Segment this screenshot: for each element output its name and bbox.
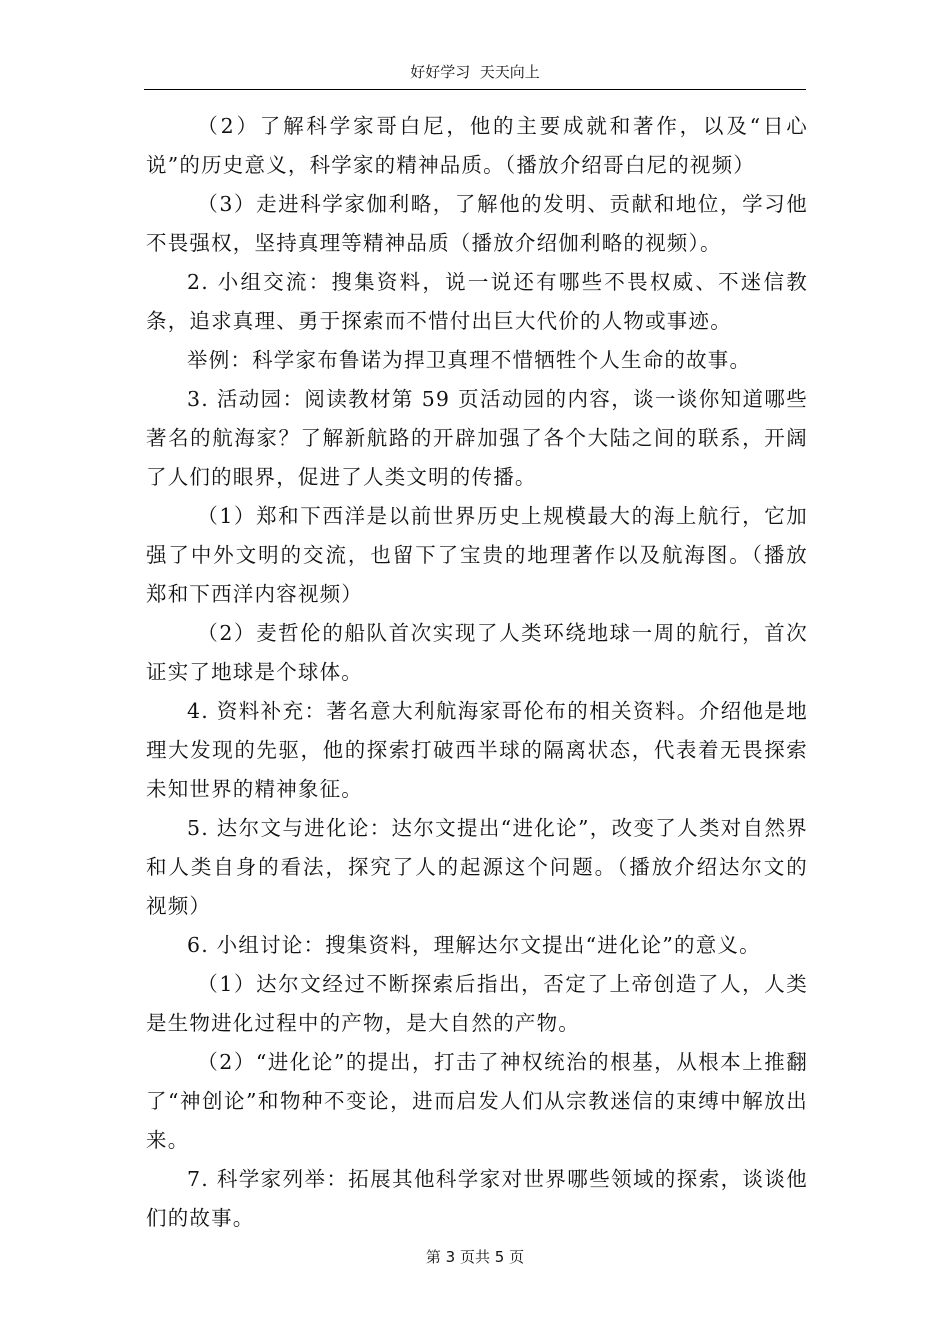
paragraph-bruno-example: 举例：科学家布鲁诺为捍卫真理不惜牺牲个人生命的故事。 <box>187 348 752 372</box>
paragraph-magellan: （2）麦哲伦的船队首次实现了人类环绕地球一周的航行，首次证实了地球是个球体。 <box>146 621 808 684</box>
paragraph-darwin-point-2: （2）“进化论”的提出，打击了神权统治的根基，从根本上推翻了“神创论”和物种不变论，进而启发人们从宗教迷信的束缚中解放出来。 <box>146 1050 808 1152</box>
paragraph-scientists-list: 7. 科学家列举：拓展其他科学家对世界哪些领域的探索，谈谈他们的故事。 <box>146 1167 808 1230</box>
paragraph-zheng-he: （1）郑和下西洋是以前世界历史上规模最大的海上航行，它加强了中外文明的交流，也留下了宝贵的地理著作以及航海图。（播放郑和下西洋内容视频） <box>146 504 808 606</box>
header-divider <box>144 89 806 90</box>
paragraph-darwin-point-1: （1）达尔文经过不断探索后指出，否定了上帝创造了人，人类是生物进化过程中的产物，是大自然的产物。 <box>146 972 808 1035</box>
paragraph-columbus: 4. 资料补充：著名意大利航海家哥伦布的相关资料。介绍他是地理大发现的先驱，他的探索打破西半球的隔离状态，代表着无畏探索未知世界的精神象征。 <box>146 699 808 801</box>
page-number: 第 3 页共 5 页 <box>425 1248 525 1266</box>
paragraph-galileo: （3）走进科学家伽利略，了解他的发明、贡献和地位，学习他不畏强权，坚持真理等精神品质（播放介绍伽利略的视频）。 <box>146 192 808 255</box>
paragraph-group-exchange: 2. 小组交流：搜集资料，说一说还有哪些不畏权威、不迷信教条，追求真理、勇于探索而不惜付出巨大代价的人物或事迹。 <box>146 270 808 333</box>
page-header: 好好学习 天天向上 <box>410 63 540 81</box>
paragraph-group-discussion: 6. 小组讨论：搜集资料，理解达尔文提出“进化论”的意义。 <box>187 933 761 957</box>
paragraph-darwin: 5. 达尔文与进化论：达尔文提出“进化论”，改变了人类对自然界和人类自身的看法，探究了人的起源这个问题。（播放介绍达尔文的视频） <box>146 816 808 918</box>
paragraph-activity-navigators: 3. 活动园：阅读教材第 59 页活动园的内容，谈一谈你知道哪些著名的航海家？了解新航路的开辟加强了各个大陆之间的联系，开阔了人们的眼界，促进了人类文明的传播。 <box>146 387 808 489</box>
document-body <box>146 107 808 1238</box>
paragraph-copernicus: （2）了解科学家哥白尼，他的主要成就和著作，以及“日心说”的历史意义，科学家的精神品质。（播放介绍哥白尼的视频） <box>146 114 808 177</box>
